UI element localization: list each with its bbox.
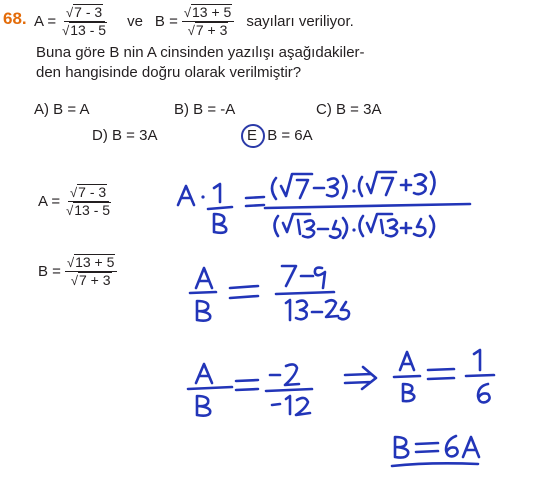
recap-a-denominator: 13 - 5 xyxy=(74,202,111,218)
option-c-letter: C) xyxy=(316,101,332,118)
hand-line-2 xyxy=(190,266,349,321)
option-e-letter: E xyxy=(247,127,258,144)
recap-a: A = $\frac{√7 - 3}{√13 - 5}$ xyxy=(38,184,111,218)
option-a-letter: A) xyxy=(34,101,49,118)
recap-a-numerator: 7 - 3 xyxy=(78,184,107,200)
option-b-text: B = -A xyxy=(193,101,236,118)
option-d-letter: D) xyxy=(92,127,108,144)
question-line-2: Buna göre B nin A cinsinden yazılışı aşağıdakiler- xyxy=(36,44,365,61)
recap-a-label: A = xyxy=(38,193,61,210)
connector-text: ve xyxy=(127,13,143,30)
hand-line-1 xyxy=(178,172,470,238)
b-label: B = xyxy=(154,13,178,30)
option-d-text: B = 3A xyxy=(112,127,158,144)
recap-b-denominator: 7 + 3 xyxy=(78,272,111,288)
option-a-text: B = A xyxy=(53,101,90,118)
hand-result xyxy=(392,436,479,466)
recap-b: B = $\frac{√13 + 5}{√7 + 3}$ xyxy=(38,254,117,289)
a-fraction: $\frac{√7 - 3}{√13 - 5}$ xyxy=(62,4,107,38)
b-numerator: 13 + 5 xyxy=(191,4,232,20)
option-c-text: B = 3A xyxy=(336,101,382,118)
given-text: sayıları veriliyor. xyxy=(246,13,354,30)
question-number: 68. xyxy=(3,9,27,28)
b-denominator: 7 + 3 xyxy=(195,22,228,38)
recap-b-numerator: 13 + 5 xyxy=(75,254,115,270)
option-e-text: B = 6A xyxy=(267,127,313,144)
hand-line-3 xyxy=(188,350,494,416)
a-denominator: 13 - 5 xyxy=(70,22,107,38)
recap-b-label: B = xyxy=(38,263,61,280)
b-fraction: $\frac{√13 + 5}{√7 + 3}$ xyxy=(182,4,234,39)
a-label: A = xyxy=(34,13,57,30)
question-line-3: den hangisinde doğru olarak verilmiştir? xyxy=(36,64,302,81)
a-numerator: 7 - 3 xyxy=(74,4,103,20)
option-b-letter: B) xyxy=(174,101,189,118)
